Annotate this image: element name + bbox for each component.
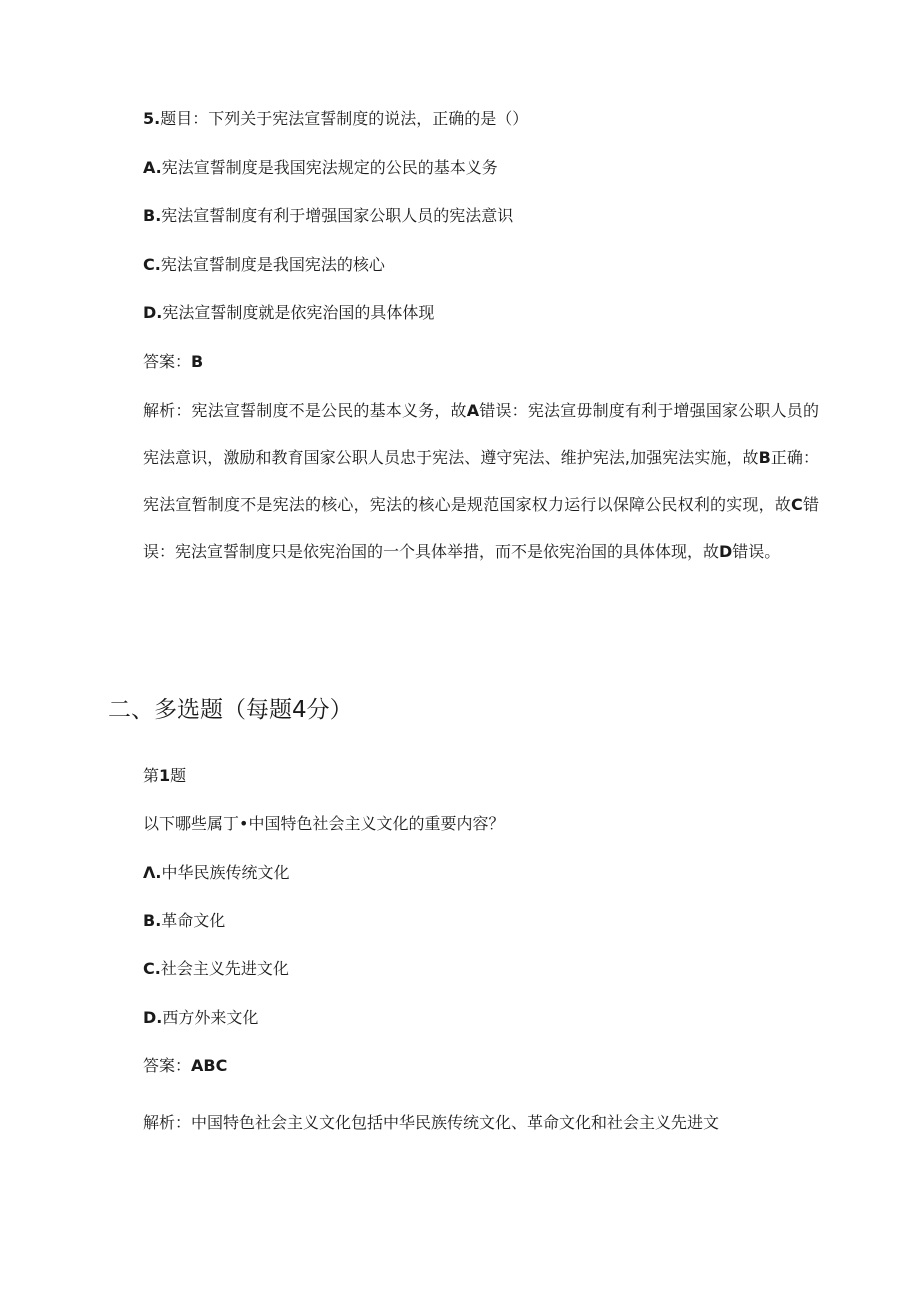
q5-option-d-text: 宪法宣誓制度就是依宪治国的具体体现 (162, 303, 435, 322)
q5-option-b (143, 205, 513, 227)
q1-stem: 以下哪些属丁•中国特色社会主义文化的重要内容？ (143, 814, 505, 833)
q5-analysis (143, 387, 819, 575)
section-2-title-num: 4 (292, 697, 307, 723)
q5-analysis-key-c: C (791, 495, 803, 514)
q1-option-c (143, 958, 289, 980)
q5-analysis-key-a: A (466, 401, 480, 420)
q5-option-c-letter: C. (143, 255, 161, 274)
q1-label-post: 题 (170, 766, 187, 785)
q1-analysis: 解析：中国特色社会主义文化包括中华民族传统文化、革命文化和社会主义先进文 (143, 1113, 720, 1132)
section-2-heading (108, 695, 353, 725)
q1-option-b-text: 革命文化 (161, 911, 226, 930)
q5-answer (143, 351, 203, 373)
q1-option-c-text: 社会主义先进文化 (160, 959, 289, 978)
q5-option-a-letter: A. (143, 158, 162, 177)
q1-label (143, 765, 186, 787)
q5-stem-text: 题目：下列关于宪法宣誓制度的说法，正确的是（） (160, 109, 529, 128)
q5-answer-label: 答案： (143, 352, 192, 371)
q5-answer-value: B (191, 352, 204, 371)
q1-option-d-letter: D. (143, 1008, 163, 1027)
q5-option-d-letter: D. (143, 303, 163, 322)
q5-option-a-text: 宪法宣誓制度是我国宪法规定的公民的基本义务 (161, 158, 498, 177)
q5-analysis-key-b: B (758, 448, 771, 467)
q1-option-d-text: 西方外来文化 (162, 1008, 259, 1027)
q5-option-c (143, 254, 385, 276)
q5-analysis-part-2: 错误：宪法宣毋制度有利于增强国家公职人员的宪法意识，激励和教育国家公职人员忠于宪法、遵守宪法、维护宪法,加强宪法实施，故 (143, 401, 819, 467)
q5-analysis-part-1: 解析：宪法宣誓制度不是公民的基本义务，故 (143, 401, 467, 420)
q5-analysis-part-4: 错误：宪法宣誓制度只是依宪治国的一个具体举措，而不是依宪治国的具体体现，故 (143, 495, 819, 561)
q1-option-b (143, 910, 225, 932)
q5-option-a (143, 157, 498, 179)
q1-label-num: 1 (159, 766, 171, 785)
q5-number: 5. (143, 109, 161, 128)
section-2-title-pre: 二、多选题（每题 (108, 697, 292, 723)
q1-answer-value: ABC (191, 1056, 228, 1075)
section-2-title-post: 分） (306, 697, 353, 723)
q5-analysis-part-5: 错误。 (732, 542, 781, 561)
q1-answer-label: 答案： (143, 1056, 192, 1075)
q1-option-a-text: 中华民族传统文化 (161, 863, 290, 882)
q1-option-a-letter: Λ. (143, 863, 162, 882)
q1-option-c-letter: C. (143, 959, 161, 978)
q5-option-b-letter: B. (143, 206, 162, 225)
q1-label-pre: 第 (143, 766, 160, 785)
q5-stem (143, 108, 528, 130)
q1-answer (143, 1055, 227, 1077)
q5-option-c-text: 宪法宣誓制度是我国宪法的核心 (160, 255, 385, 274)
q5-option-d (143, 302, 434, 324)
q5-analysis-key-d: D (719, 542, 733, 561)
q5-analysis-part-3: 正确：宪法宣暂制度不是宪法的核心，宪法的核心是规范国家权力运行以保障公民权利的实现，故 (143, 448, 819, 514)
q1-option-b-letter: B. (143, 911, 162, 930)
q1-option-a (143, 862, 289, 884)
q1-option-d (143, 1007, 258, 1029)
q5-option-b-text: 宪法宣誓制度有利于增强国家公职人员的宪法意识 (161, 206, 514, 225)
